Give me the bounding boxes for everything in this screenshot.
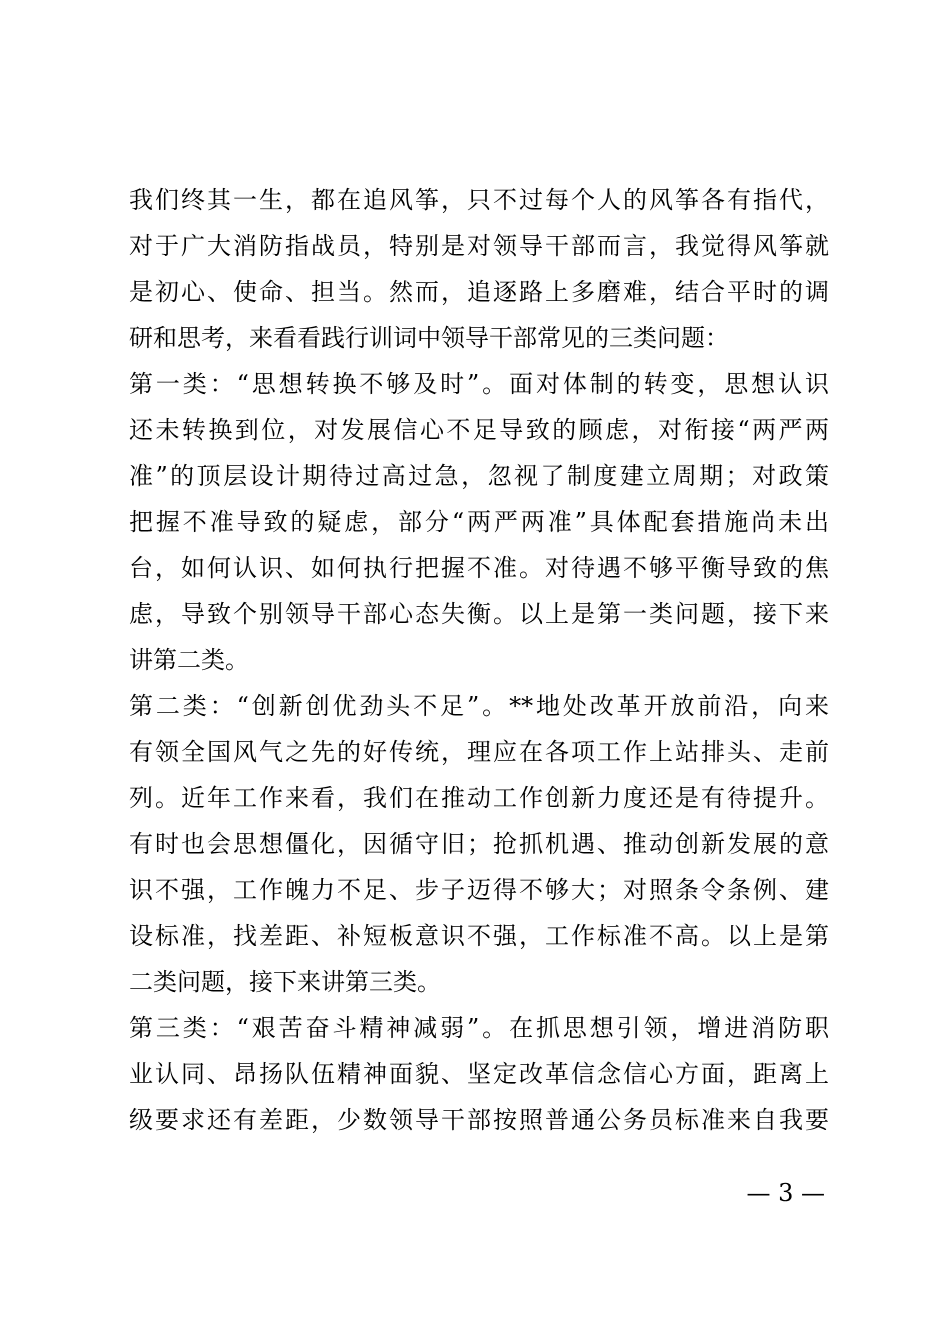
text-line: 二类问题，接下来讲第三类。 (129, 968, 441, 996)
text-line: 准”的顶层设计期待过高过急，忽视了制度建立周期；对政策 (129, 462, 829, 490)
text-line: 识不强，工作魄力不足、步子迈得不够大；对照条令条例、建 (129, 876, 829, 904)
text-line: 虑，导致个别领导干部心态失衡。以上是第一类问题，接下来 (129, 600, 829, 628)
text-line: 是初心、使命、担当。然而，追逐路上多磨难，结合平时的调 (129, 278, 829, 306)
text-line: 把握不准导致的疑虑，部分“两严两准”具体配套措施尚未出 (129, 508, 829, 536)
page-number: — 3 — (746, 1179, 825, 1207)
text-line: 研和思考，来看看践行训词中领导干部常见的三类问题： (129, 324, 729, 352)
text-line: 讲第二类。 (129, 646, 249, 674)
body-text (129, 177, 829, 1143)
text-line: 第三类：“艰苦奋斗精神减弱”。在抓思想引领，增进消防职 (129, 1014, 829, 1042)
text-line: 对于广大消防指战员，特别是对领导干部而言，我觉得风筝就 (129, 232, 829, 260)
text-line: 有时也会思想僵化，因循守旧；抢抓机遇、推动创新发展的意 (129, 830, 829, 858)
text-line: 台，如何认识、如何执行把握不准。对待遇不够平衡导致的焦 (129, 554, 829, 582)
text-line: 列。近年工作来看，我们在推动工作创新力度还是有待提升。 (129, 784, 829, 812)
text-line: 还未转换到位，对发展信心不足导致的顾虑，对衔接“两严两 (129, 416, 829, 444)
text-line: 第一类：“思想转换不够及时”。面对体制的转变，思想认识 (129, 370, 829, 398)
text-line: 有领全国风气之先的好传统，理应在各项工作上站排头、走前 (129, 738, 829, 766)
text-line: 我们终其一生，都在追风筝，只不过每个人的风筝各有指代， (129, 186, 829, 214)
text-line: 设标准，找差距、补短板意识不强，工作标准不高。以上是第 (129, 922, 829, 950)
text-line: 级要求还有差距，少数领导干部按照普通公务员标准来自我要 (129, 1106, 829, 1134)
text-line: 业认同、昂扬队伍精神面貌、坚定改革信念信心方面，距离上 (129, 1060, 829, 1088)
text-line: 第二类：“创新创优劲头不足”。**地处改革开放前沿，向来 (129, 692, 829, 720)
